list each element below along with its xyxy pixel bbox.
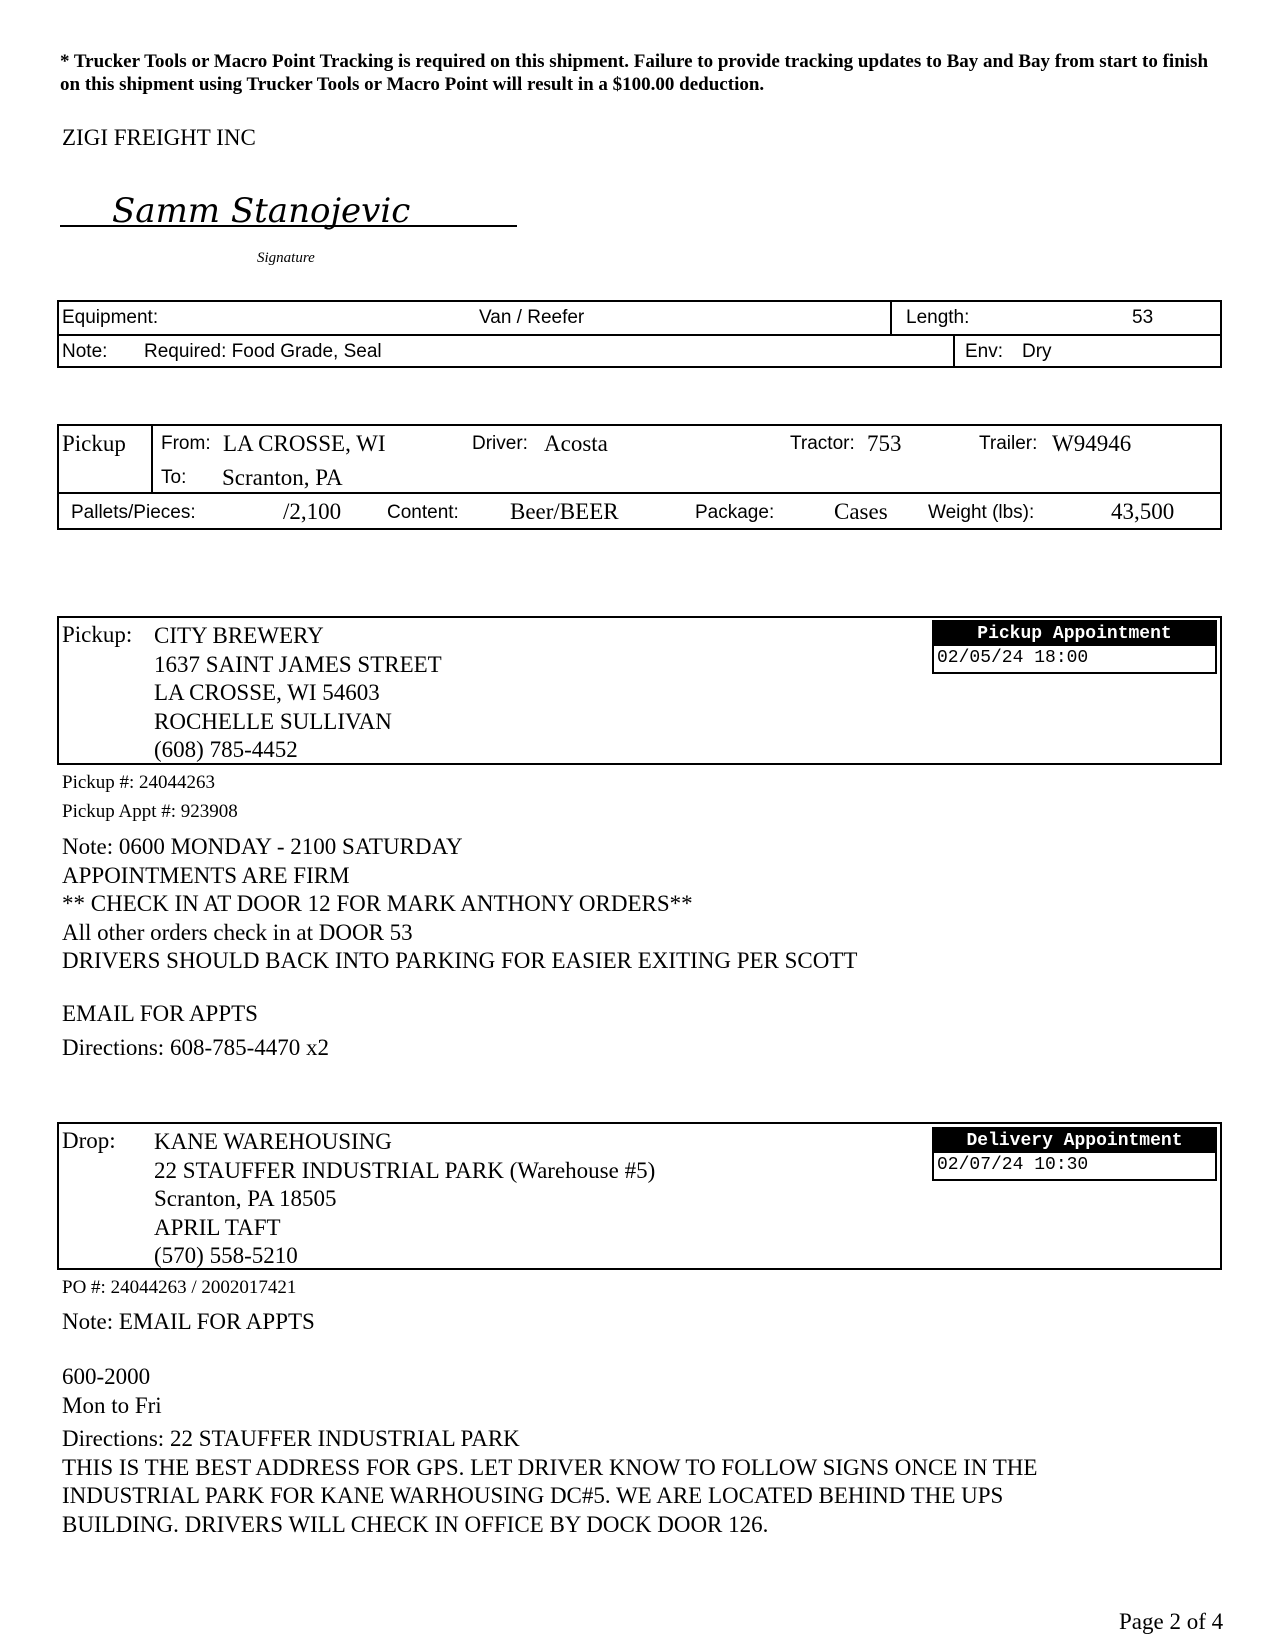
drop-directions: Directions: 22 STAUFFER INDUSTRIAL PARK THIS IS THE BEST ADDRESS FOR GPS. LET DRIVER KNOW TO FOLLOW SIGNS ONCE IN THE INDUSTRIAL PARK FOR KANE WARHOUSING DC#5. WE ARE LOCATED BEHIND THE UPS BUILDING. DRIVERS WILL CHECK IN OFFICE BY DOCK DOOR 126. [62, 1426, 1038, 1537]
to-value: Scranton, PA [222, 465, 343, 490]
pickup-summary-label: Pickup [62, 431, 126, 456]
note-value: Required: Food Grade, Seal [144, 341, 382, 362]
trailer-label: Trailer: [979, 433, 1038, 454]
cargo-row [57, 492, 1222, 530]
package-value: Cases [834, 499, 888, 524]
pickup-city: LA CROSSE, WI 54603 [154, 680, 380, 705]
drop-address [154, 1128, 655, 1271]
pickup-note: Note: 0600 MONDAY - 2100 SATURDAY APPOINTMENTS ARE FIRM ** CHECK IN AT DOOR 12 FOR MARK ANTHONY ORDERS** All other orders check in at DOOR 53 DRIVERS SHOULD BACK INTO PARKING FOR EASIER EXITING PER SCOTT [62, 834, 858, 973]
pickup-appointment [932, 620, 1217, 674]
equipment-value: Van / Reefer [479, 307, 585, 328]
pickup-appointment-value: 02/05/24 18:00 [937, 648, 1089, 668]
drop-stop-label: Drop: [62, 1128, 116, 1153]
package-label: Package: [695, 502, 775, 523]
drop-city: Scranton, PA 18505 [154, 1186, 337, 1211]
pickup-email-line: EMAIL FOR APPTS [62, 1001, 258, 1026]
pickup-directions: Directions: 608-785-4470 x2 [62, 1035, 330, 1060]
po-number: PO #: 24044263 / 2002017421 [62, 1277, 297, 1298]
pickup-appointment-label: Pickup Appointment [934, 622, 1215, 646]
carrier-name: ZIGI FREIGHT INC [62, 125, 256, 150]
signature-image [100, 188, 420, 250]
note-label: Note: [62, 341, 108, 362]
env-label: Env: [965, 341, 1004, 362]
from-value: LA CROSSE, WI [223, 431, 386, 456]
weight-label: Weight (lbs): [928, 502, 1035, 523]
drop-hours: 600-2000 Mon to Fri [62, 1364, 162, 1418]
drop-street: 22 STAUFFER INDUSTRIAL PARK (Warehouse #5) [154, 1157, 656, 1183]
pickup-stop-label: Pickup: [62, 622, 133, 647]
delivery-appointment-value: 02/07/24 10:30 [937, 1155, 1089, 1175]
driver-value: Acosta [544, 431, 608, 456]
length-label: Length: [906, 307, 970, 328]
pallets-label: Pallets/Pieces: [71, 502, 196, 523]
delivery-appointment-label: Delivery Appointment [934, 1129, 1215, 1153]
from-label: From: [161, 433, 211, 454]
drop-contact: APRIL TAFT [154, 1214, 281, 1240]
content-value: Beer/BEER [510, 499, 619, 524]
signature-line [60, 225, 517, 227]
length-value: 53 [1132, 307, 1154, 328]
pallets-value: /2,100 [283, 499, 342, 524]
drop-company: KANE WAREHOUSING [154, 1129, 392, 1154]
pickup-summary [57, 424, 1222, 494]
signature-caption: Signature [257, 250, 315, 266]
pickup-phone: (608) 785-4452 [154, 737, 298, 762]
pickup-address [154, 622, 442, 765]
pickup-appt-number: Pickup Appt #: 923908 [62, 801, 238, 822]
equipment-label: Equipment: [62, 307, 159, 328]
driver-label: Driver: [472, 433, 528, 454]
tracking-notice: * Trucker Tools or Macro Point Tracking is required on this shipment. Failure to provide tracking updates to Bay and Bay from start to finish on this shipment using Trucker Tools or Macro Point will result in a $100.00 deduction. [60, 51, 1209, 95]
content-label: Content: [387, 502, 459, 523]
drop-note: Note: EMAIL FOR APPTS [62, 1309, 315, 1334]
tractor-label: Tractor: [790, 433, 855, 454]
signature-text: Samm Stanojevic [112, 191, 411, 231]
drop-phone: (570) 558-5210 [154, 1243, 298, 1268]
pickup-number: Pickup #: 24044263 [62, 772, 216, 793]
delivery-appointment [932, 1127, 1217, 1181]
pickup-company: CITY BREWERY [154, 623, 324, 648]
equipment-note-row [57, 334, 1222, 368]
trailer-value: W94946 [1052, 431, 1132, 456]
equipment-row [57, 300, 1222, 336]
page-number: Page 2 of 4 [1119, 1609, 1224, 1634]
env-value: Dry [1022, 341, 1052, 362]
pickup-contact: ROCHELLE SULLIVAN [154, 708, 392, 734]
pickup-street: 1637 SAINT JAMES STREET [154, 651, 442, 677]
to-label: To: [161, 467, 187, 488]
tractor-value: 753 [867, 431, 902, 456]
weight-value: 43,500 [1111, 499, 1175, 524]
